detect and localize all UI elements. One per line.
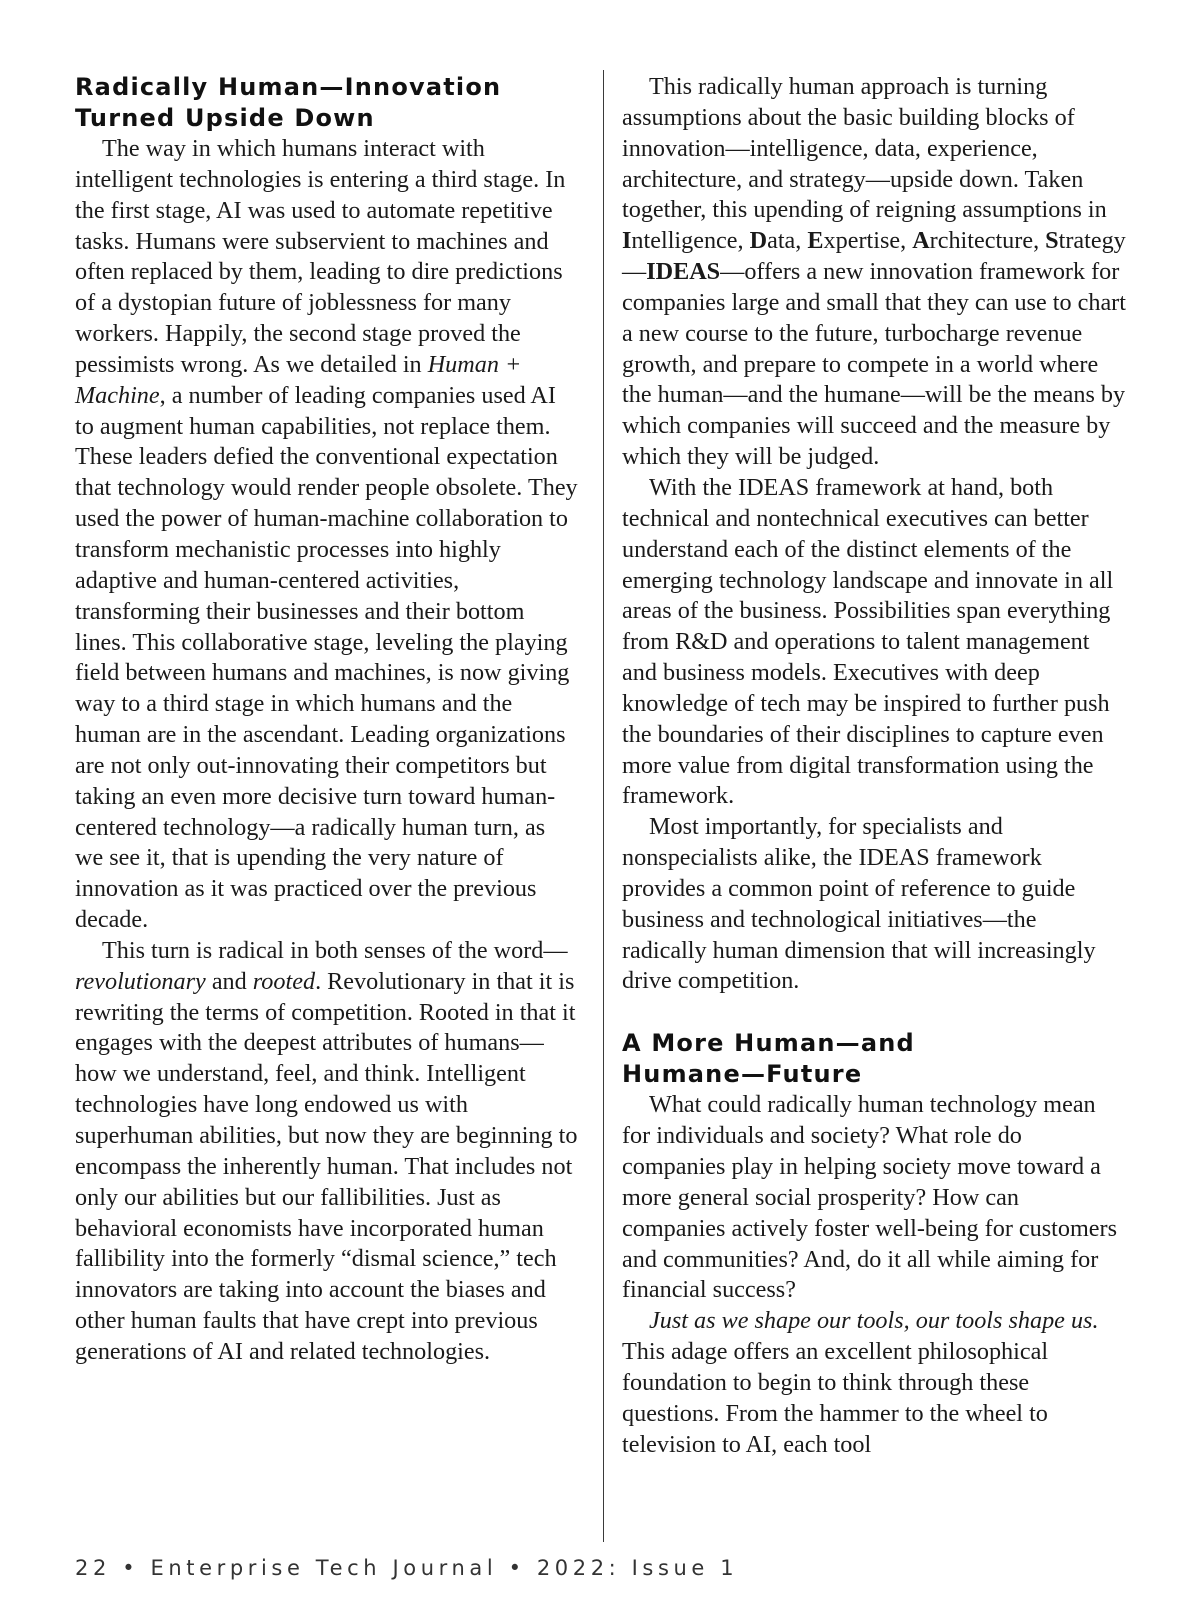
heading-line: A More Human—and	[622, 1029, 915, 1058]
paragraph-common-reference: Most importantly, for specialists and nonspecialists alike, the IDEAS framework provides a common point of reference to guide business and technological initiatives—the radically human dimension that will increasingly drive competition.	[622, 813, 1096, 995]
left-column	[75, 72, 579, 1368]
heading-line: Turned Upside Down	[75, 104, 375, 132]
paragraph-ideas-framework: With the IDEAS framework at hand, both technical and nontechnical executives can better understand each of the distinct elements of the emerging technology landscape and innovate in all areas of the business. Possibilities span everything from R&D and operations to talent management and business models. Executives with deep knowledge of tech may be inspired to further push the boundaries of their disciplines to capture even more value from digital transformation using the framework.	[622, 473, 1114, 810]
adage-quote: Just as we shape our tools, our tools shape us.	[649, 1307, 1099, 1335]
page-footer: 22 • Enterprise Tech Journal • 2022: Issue 1	[75, 1556, 739, 1580]
paragraph-radical-turn: This turn is radical in both senses of the word—revolutionary and rooted. Revolutionary in that it is rewriting the terms of competition. Rooted in that it engages with the deepest attributes of humans—how we understand, feel, and think. Intelligent technologies have long endowed us with superhuman abilities, but now they are beginning to encompass the inherently human. That includes not only our abilities but our fallibilities. Just as behavioral economists have incorporated human fallibility into the formerly “dismal science,” tech innovators are taking into account the biases and other human faults that have crept into previous generations of AI and related technologies.	[75, 936, 578, 1365]
section-heading-radically-human	[75, 72, 579, 134]
section-heading-humane-future	[622, 1028, 1126, 1090]
column-divider	[603, 70, 604, 1542]
right-column	[622, 72, 1126, 1460]
paragraph-questions: What could radically human technology mean for individuals and society? What role do companies play in helping society move toward a more general social prosperity? How can companies actively foster well-being for customers and communities? And, do it all while aiming for financial success?	[622, 1091, 1118, 1304]
paragraph-tools-adage: Just as we shape our tools, our tools shape us. This adage offers an excellent philosophical foundation to begin to think through these questions. From the hammer to the wheel to television to AI, each tool	[622, 1307, 1099, 1458]
paragraph-third-stage: The way in which humans interact with intelligent technologies is entering a third stage. In the first stage, AI was used to automate repetitive tasks. Humans were subservient to machines and often replaced by them, leading to dire predictions of a dystopian future of joblessness for many workers. Happily, the second stage proved the pessimists wrong. As we detailed in Human + Machine, a number of leading companies used AI to augment human capabilities, not replace them. These leaders defied the conventional expectation that technology would render people obsolete. They used the power of human-machine collaboration to transform mechanistic processes into highly adaptive and human-centered activities, transforming their businesses and their bottom lines. This collaborative stage, leveling the playing field between humans and machines, is now giving way to a third stage in which humans and the human are in the ascendant. Leading organizations are not only out-innovating their competitors but taking an even more decisive turn toward human-centered technology—a radically human turn, as we see it, that is upending the very nature of innovation as it was practiced over the previous decade.	[75, 135, 578, 934]
heading-line: Humane—Future	[622, 1060, 863, 1089]
paragraph-ideas-intro: This radically human approach is turning assumptions about the basic building blocks of innovation—intelligence, data, experience, architecture, and strategy—upside down. Taken together, this upending of reigning assumptions in Intelligence, Data, Expertise, Architecture, Strategy—IDEAS—offers a new innovation framework for companies large and small that they can use to chart a new course to the future, turbocharge revenue growth, and prepare to compete in a world where the human—and the humane—will be the means by which companies will succeed and the measure by which they will be judged.	[622, 73, 1126, 471]
ideas-acronym: IDEAS	[646, 258, 721, 286]
book-title: Human + Machine	[75, 350, 522, 409]
heading-line: Radically Human—Innovation	[75, 73, 502, 101]
